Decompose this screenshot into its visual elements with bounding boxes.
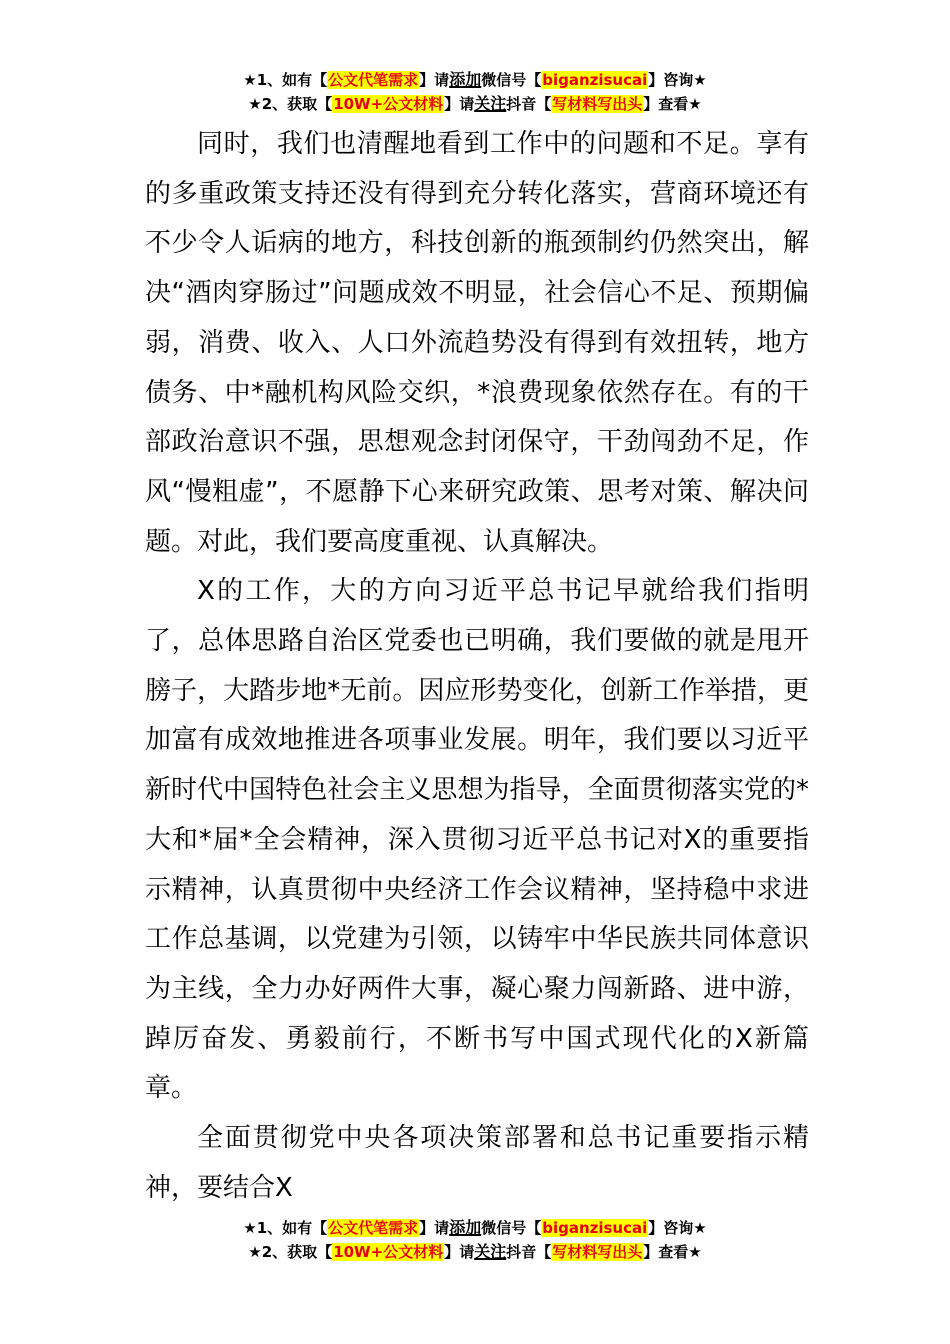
- footer-banner: [0, 1216, 950, 1264]
- banner-line-1-mid: 】请: [419, 71, 450, 89]
- footer-line-1-highlight-wechat-id: biganzisucai: [542, 1219, 648, 1237]
- footer-line-1-mid: 】请: [419, 1219, 450, 1237]
- banner-line-1-highlight-service: 公文代笔需求: [328, 71, 419, 89]
- footer-line-2-mid: 】请: [444, 1243, 475, 1261]
- banner-line-1-emphasis: 添加: [449, 70, 482, 89]
- paragraph-direction: X的工作，大的方向习近平总书记早就给我们指明了，总体思路自治区党委也已明确，我们要做的就是甩开膀子，大踏步地*无前。因应形势变化，创新工作举措，更加富有成效地推进各项事业发展。明年，我们要以习近平新时代中国特色社会主义思想为指导，全面贯彻落实党的*大和*届*全会精神，深入贯彻习近平总书记对X的重要指示精神，认真贯彻中央经济工作会议精神，坚持稳中求进工作总基调，以党建为引领，以铸牢中华民族共同体意识为主线，全力办好两件大事，凝心聚力闯新路、进中游，踔厉奋发、勇毅前行，不断书写中国式现代化的X新篇章。: [145, 576, 809, 1104]
- footer-line-2-prefix: ★2、获取【: [248, 1243, 333, 1261]
- banner-line-1-highlight-wechat-id: biganzisucai: [542, 71, 648, 89]
- banner-line-2-highlight-douyin-account: 写材料写出头: [552, 95, 643, 113]
- banner-line-1-suffix: 】咨询★: [648, 71, 707, 89]
- footer-line-1-mid-2: 微信号【: [481, 1219, 542, 1237]
- footer-line-1-highlight-service: 公文代笔需求: [328, 1219, 419, 1237]
- document-body: [145, 120, 809, 1213]
- footer-banner-line-2: [0, 1240, 950, 1264]
- footer-line-2-highlight-materials: 10W+公文材料: [333, 1243, 444, 1261]
- banner-line-2-emphasis: 关注: [474, 94, 507, 113]
- banner-line-2: [0, 92, 950, 116]
- paragraph-implementation: 全面贯彻党中央各项决策部署和总书记重要指示精神，要结合X: [145, 1123, 809, 1203]
- paragraph-problems: 同时，我们也清醒地看到工作中的问题和不足。享有的多重政策支持还没有得到充分转化落实，营商环境还有不少令人诟病的地方，科技创新的瓶颈制约仍然突出，解决“酒肉穿肠过”问题成效不明显，社会信心不足、预期偏弱，消费、收入、人口外流趋势没有得到有效扭转，地方债务、中*融机构风险交织，*浪费现象依然存在。有的干部政治意识不强，思想观念封闭保守，干劲闯劲不足，作风“慢粗虚”，不愿静下心来研究政策、思考对策、解决问题。对此，我们要高度重视、认真解决。: [145, 129, 809, 557]
- banner-line-2-mid: 】请: [444, 95, 475, 113]
- banner-line-1-prefix: ★1、如有【: [243, 71, 328, 89]
- footer-line-2-mid-2: 抖音【: [506, 1243, 552, 1261]
- banner-line-2-suffix: 】查看★: [643, 95, 702, 113]
- footer-line-2-suffix: 】查看★: [643, 1243, 702, 1261]
- banner-line-2-mid-2: 抖音【: [506, 95, 552, 113]
- header-banner: [0, 68, 950, 116]
- footer-line-1-emphasis: 添加: [449, 1218, 482, 1237]
- banner-line-1: [0, 68, 950, 92]
- banner-line-1-mid-2: 微信号【: [481, 71, 542, 89]
- footer-line-2-highlight-douyin-account: 写材料写出头: [552, 1243, 643, 1261]
- footer-line-1-suffix: 】咨询★: [648, 1219, 707, 1237]
- banner-line-2-highlight-materials: 10W+公文材料: [333, 95, 444, 113]
- footer-line-1-prefix: ★1、如有【: [243, 1219, 328, 1237]
- footer-line-2-emphasis: 关注: [474, 1242, 507, 1261]
- footer-banner-line-1: [0, 1216, 950, 1240]
- banner-line-2-prefix: ★2、获取【: [248, 95, 333, 113]
